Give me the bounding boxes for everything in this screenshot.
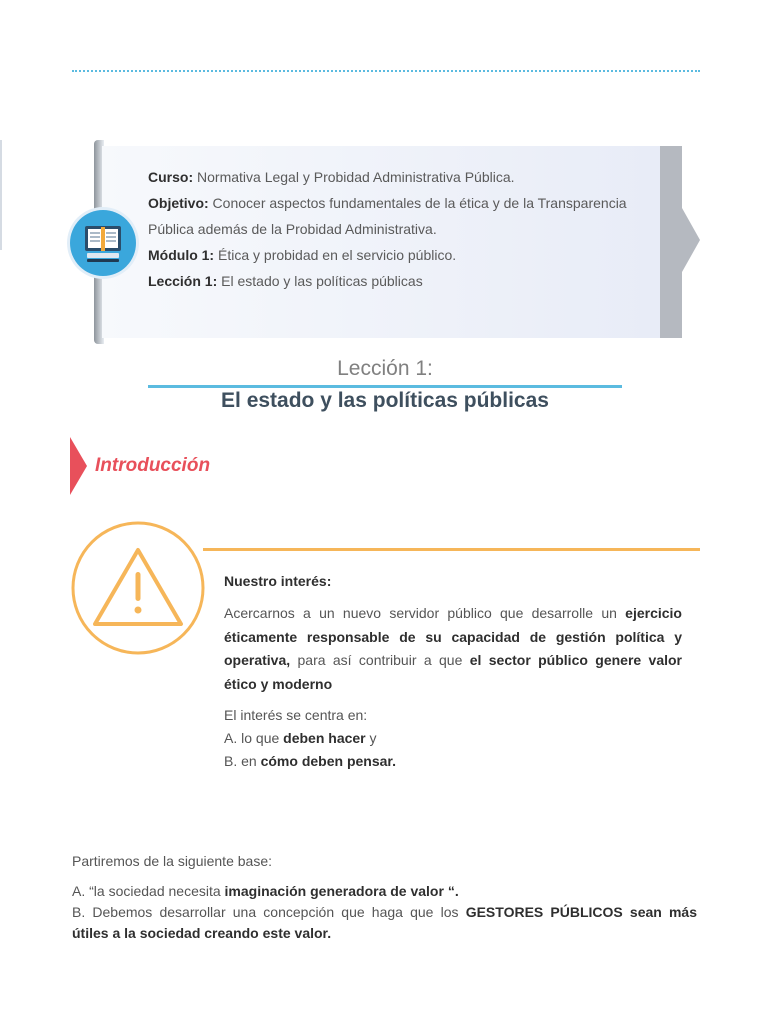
course-info-card [94, 140, 684, 344]
interest-body: Acercarnos a un nuevo servidor público que desarrolle un ejercicio éticamente responsable de su capacidad de gestión política y operativa, para así contribuir a que el sector público genere valor ético y moderno [224, 605, 682, 692]
objetivo-line: Objetivo: Conocer aspectos fundamentales de la ética y de la Transparencia Pública además de la Probidad Administrativa. [148, 195, 627, 237]
modulo-line: Módulo 1: Ética y probidad en el servicio público. [148, 247, 457, 263]
list-item: B. en cómo deben pensar. [224, 753, 396, 769]
interest-divider [203, 548, 700, 551]
lesson-title-divider [148, 385, 622, 388]
interest-block [224, 570, 682, 773]
curso-line: Curso: Normativa Legal y Probidad Administrativa Pública. [148, 169, 515, 185]
list-item: A. lo que deben hacer y [224, 730, 377, 746]
lesson-number: Lección 1: [337, 357, 433, 380]
intro-heading: Introducción [95, 455, 211, 476]
top-dotted-divider [72, 70, 700, 72]
card-side-tab [660, 146, 682, 338]
base-point-b: B. Debemos desarrollar una concepción que haga que los GESTORES PÚBLICOS sean más útiles a la sociedad creando este valor. [72, 904, 698, 941]
course-details [148, 164, 658, 294]
lesson-title: El estado y las políticas públicas [221, 389, 549, 412]
section-marker-icon [70, 437, 87, 495]
interest-list-intro: El interés se centra en: [224, 707, 368, 723]
left-edge-bar [0, 140, 2, 250]
base-section [72, 850, 697, 944]
book-computer-icon [70, 210, 136, 276]
base-point-a: A. “la sociedad necesita imaginación generadora de valor “. [72, 883, 459, 899]
interest-title: Nuestro interés: [224, 573, 332, 589]
leccion-line: Lección 1: El estado y las políticas públicas [148, 273, 423, 289]
base-intro: Partiremos de la siguiente base: [72, 853, 272, 869]
warning-icon [70, 520, 206, 656]
card-arrow-icon [682, 208, 700, 272]
